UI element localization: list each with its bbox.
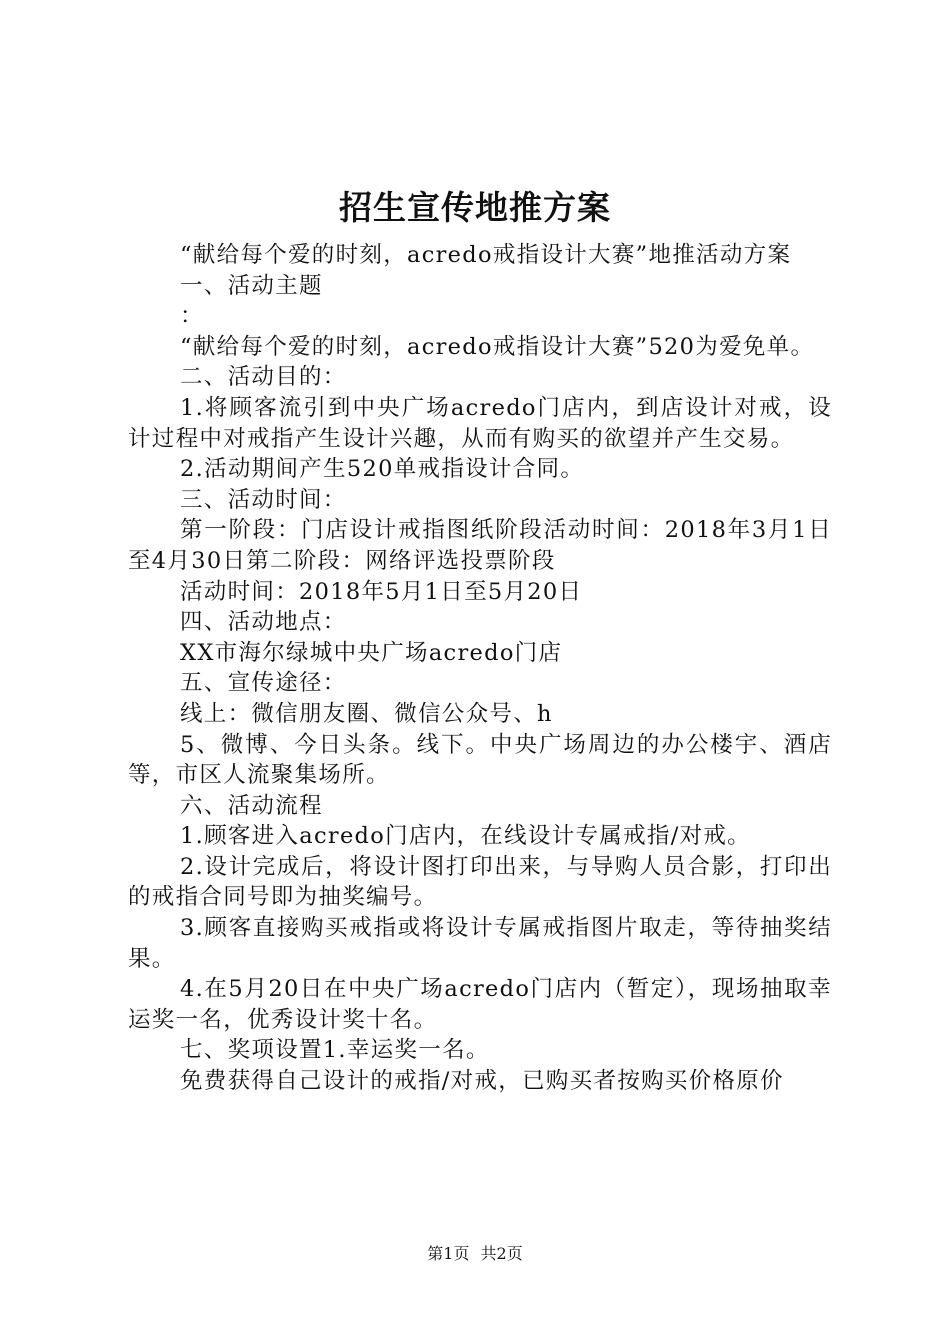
section-heading-purpose: 二、活动目的：	[180, 364, 347, 391]
section-heading-theme: 一、活动主题	[180, 272, 323, 299]
paragraph-time-stage: 第一阶段：门店设计戒指图纸阶段活动时间：2018年3月1日至4月30日第二阶段：网络评选投票阶段	[128, 517, 832, 574]
paragraph-channels-online: 线上：微信朋友圈、微信公众号、h	[180, 700, 553, 727]
document-body	[128, 240, 832, 1097]
document-title: 招生宣传地推方案	[339, 188, 611, 227]
paragraph-colon: ：	[180, 303, 204, 330]
paragraph-process-1: 1.顾客进入acredo门店内，在线设计专属戒指/对戒。	[180, 823, 751, 850]
paragraph-prize-detail: 免费获得自己设计的戒指/对戒，已购买者按购买价格原价	[180, 1068, 784, 1095]
section-heading-location: 四、活动地点：	[180, 609, 347, 636]
paragraph-purpose-2: 2.活动期间产生520单戒指设计合同。	[180, 456, 585, 483]
paragraph-process-3: 3.顾客直接购买戒指或将设计专属戒指图片取走，等待抽奖结果。	[128, 915, 832, 972]
section-heading-prizes: 七、奖项设置1.幸运奖一名。	[180, 1037, 490, 1064]
section-heading-process: 六、活动流程	[180, 792, 323, 819]
paragraph-time-vote: 活动时间：2018年5月1日至5月20日	[180, 578, 583, 605]
paragraph-location: XX市海尔绿城中央广场acredo门店	[180, 639, 563, 666]
page-number: 第1页	[427, 1244, 470, 1263]
paragraph-channels-offline: 5、微博、今日头条。线下。中央广场周边的办公楼宇、酒店等，市区人流聚集场所。	[128, 731, 832, 789]
paragraph-purpose-1: 1.将顾客流引到中央广场acredo门店内，到店设计对戒，设计过程中对戒指产生设计兴趣，从而有购买的欲望并产生交易。	[128, 394, 832, 452]
page-footer	[0, 1243, 950, 1265]
page-total: 共2页	[480, 1244, 523, 1263]
section-heading-channels: 五、宣传途径：	[180, 670, 347, 697]
paragraph-theme: “献给每个爱的时刻，acredo戒指设计大赛”520为爱免单。	[180, 333, 815, 360]
section-heading-time: 三、活动时间：	[180, 486, 347, 513]
paragraph-intro: “献给每个爱的时刻，acredo戒指设计大赛”地推活动方案	[180, 242, 792, 268]
paragraph-process-4: 4.在5月20日在中央广场acredo门店内（暂定），现场抽取幸运奖一名，优秀设计奖十名。	[128, 976, 832, 1033]
paragraph-process-2: 2.设计完成后，将设计图打印出来，与导购人员合影，打印出的戒指合同号即为抽奖编号。	[128, 853, 832, 911]
